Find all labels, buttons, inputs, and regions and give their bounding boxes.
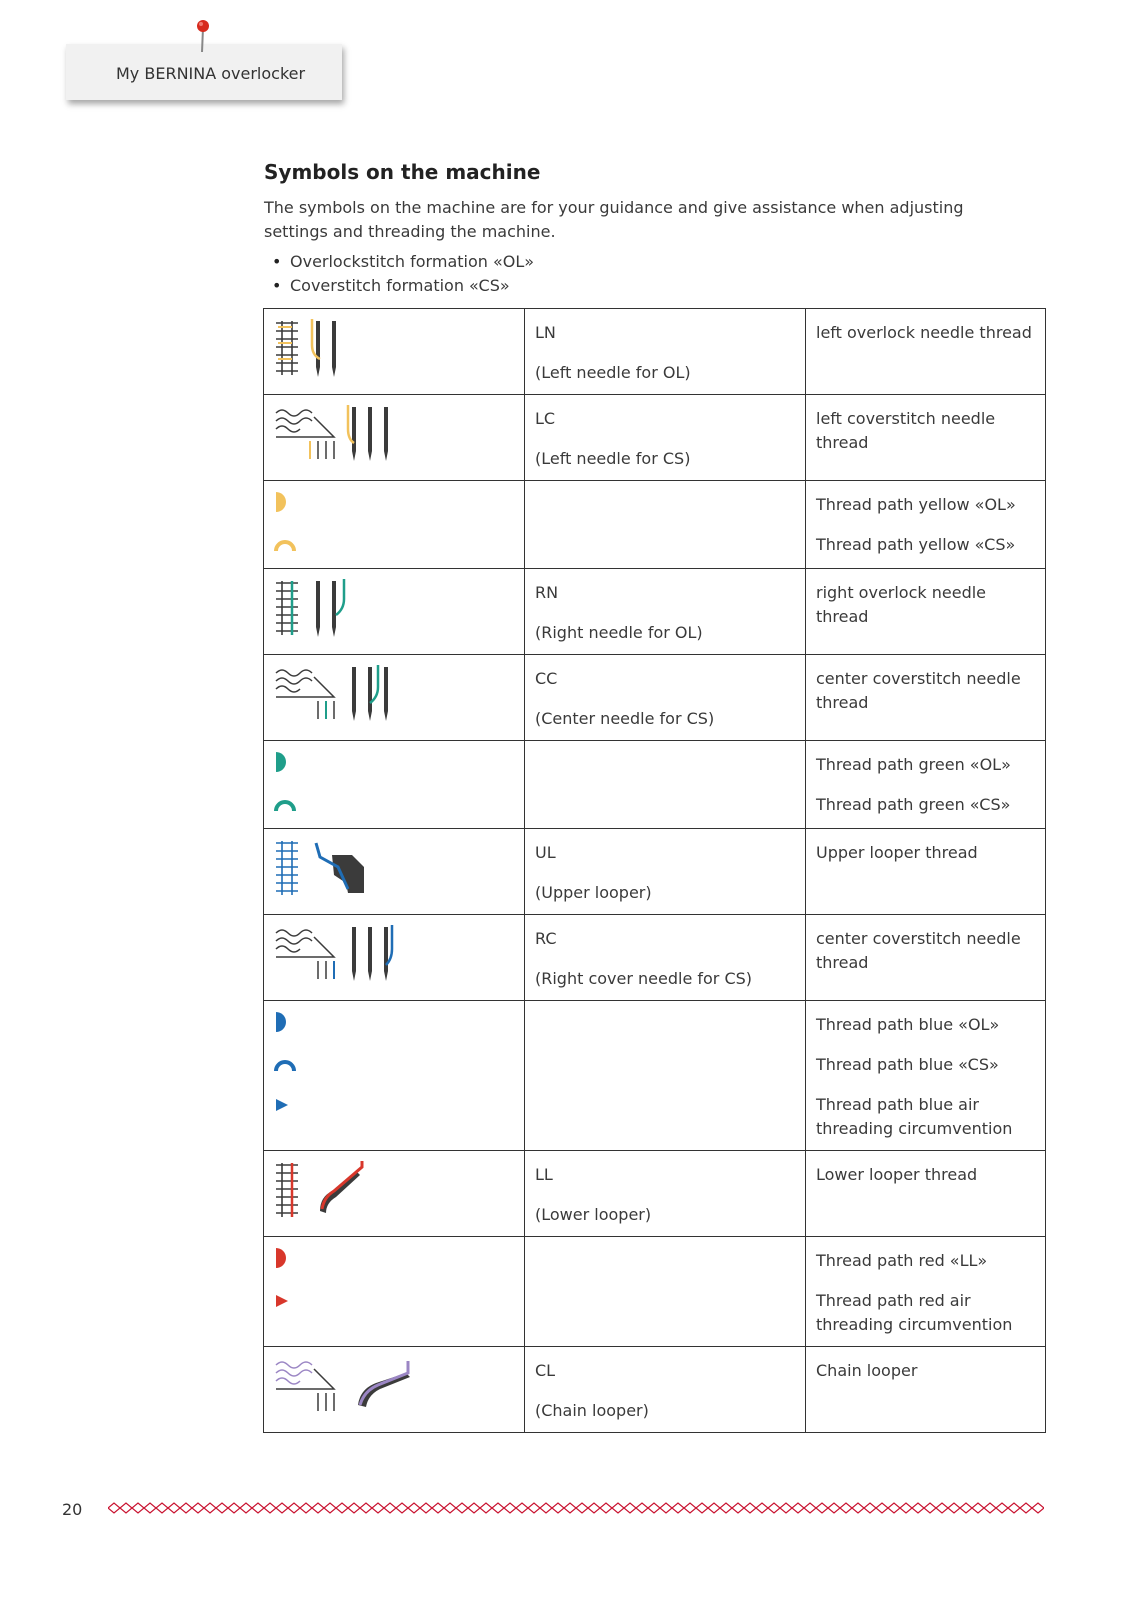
description-text: Thread path blue «OL» [816,1015,1000,1034]
chapter-tab-label: My BERNINA overlocker [116,64,306,83]
blue-half-circle-icon [274,1011,288,1033]
yellow-half-circle-icon [274,491,288,513]
page-number: 20 [62,1500,83,1519]
description-cell [806,1001,1046,1151]
code-label: LN [535,323,556,342]
icon-cell [264,1347,525,1433]
table-row [264,1347,1046,1433]
description-text: Lower looper thread [816,1165,978,1184]
code-description: (Right needle for OL) [535,623,703,642]
description-text: Thread path yellow «OL» [816,495,1016,514]
icon-cell [264,395,525,481]
yellow-arc-icon [274,539,296,553]
code-cell [525,569,806,655]
description-cell [806,1151,1046,1237]
description-text: center coverstitch needle thread [816,929,1021,972]
description-text: Chain looper [816,1361,918,1380]
description-text: Thread path blue air threading circumvention [816,1095,1013,1138]
table-row [264,741,1046,829]
bullet-text: Overlockstitch formation «OL» [290,252,535,271]
table-row [264,395,1046,481]
description-cell [806,655,1046,741]
description-text: center coverstitch needle thread [816,669,1021,712]
code-cell [525,481,806,569]
section-intro: The symbols on the machine are for your guidance and give assistance when adjusting settings and threading the machine. [264,198,964,241]
code-label: CC [535,669,558,688]
description-text: Thread path blue «CS» [816,1055,999,1074]
description-text: Thread path yellow «CS» [816,535,1016,554]
table-row [264,655,1046,741]
code-description: (Chain looper) [535,1401,649,1420]
icon-cell [264,1237,525,1347]
code-cell [525,1237,806,1347]
bullet-text: Coverstitch formation «CS» [290,276,510,295]
description-cell [806,829,1046,915]
icon-cell [264,481,525,569]
list-item [272,274,534,298]
symbols-table [263,308,1046,1433]
description-cell [806,569,1046,655]
code-cell [525,309,806,395]
icon-cell [264,655,525,741]
overlock-left-needle-icon [274,317,384,381]
table-row [264,1001,1046,1151]
coverstitch-left-needle-icon [274,403,394,467]
description-text: right overlock needle thread [816,583,987,626]
code-description: (Left needle for CS) [535,449,691,468]
icon-cell [264,915,525,1001]
icon-cell [264,741,525,829]
code-cell [525,741,806,829]
description-text: Thread path red «LL» [816,1251,988,1270]
code-description: (Right cover needle for CS) [535,969,753,988]
description-cell [806,1237,1046,1347]
blue-arc-icon [274,1059,296,1073]
green-arc-icon [274,799,296,813]
description-cell [806,915,1046,1001]
list-item [272,250,534,274]
code-cell [525,655,806,741]
code-label: RN [535,583,559,602]
green-half-circle-icon [274,751,288,773]
table-row [264,829,1046,915]
overlock-right-needle-icon [274,577,384,641]
description-cell [806,309,1046,395]
description-text: Thread path red air threading circumvention [816,1291,1013,1334]
icon-cell [264,1001,525,1151]
icon-cell [264,1151,525,1237]
red-triangle-icon [274,1293,290,1309]
code-cell [525,1001,806,1151]
blue-triangle-icon [274,1097,290,1113]
code-label: LL [535,1165,553,1184]
code-cell [525,915,806,1001]
code-label: LC [535,409,556,428]
code-description: (Upper looper) [535,883,652,902]
table-row [264,309,1046,395]
code-description: (Lower looper) [535,1205,652,1224]
code-cell [525,1347,806,1433]
lower-looper-icon [274,1159,384,1223]
description-text: left overlock needle thread [816,323,1032,342]
upper-looper-icon [274,837,384,901]
code-description: (Left needle for OL) [535,363,691,382]
code-cell [525,395,806,481]
description-text: Thread path green «OL» [816,755,1011,774]
code-label: RC [535,929,557,948]
coverstitch-right-needle-icon [274,923,394,987]
code-cell [525,829,806,915]
icon-cell [264,829,525,915]
table-row [264,481,1046,569]
section-title: Symbols on the machine [264,160,541,184]
description-cell [806,481,1046,569]
table-row [264,569,1046,655]
code-label: UL [535,843,556,862]
icon-cell [264,309,525,395]
chain-looper-icon [274,1355,414,1419]
decorative-stitch-border [108,1502,1044,1514]
code-label: CL [535,1361,556,1380]
code-description: (Center needle for CS) [535,709,715,728]
description-cell [806,395,1046,481]
code-cell [525,1151,806,1237]
description-cell [806,1347,1046,1433]
pushpin-icon [195,18,213,54]
description-text: Thread path green «CS» [816,795,1011,814]
description-cell [806,741,1046,829]
table-row [264,1151,1046,1237]
description-text: Upper looper thread [816,843,978,862]
bullet-list [272,250,534,298]
icon-cell [264,569,525,655]
table-row [264,1237,1046,1347]
table-row [264,915,1046,1001]
description-text: left coverstitch needle thread [816,409,996,452]
red-half-circle-icon [274,1247,288,1269]
coverstitch-center-needle-icon [274,663,394,727]
